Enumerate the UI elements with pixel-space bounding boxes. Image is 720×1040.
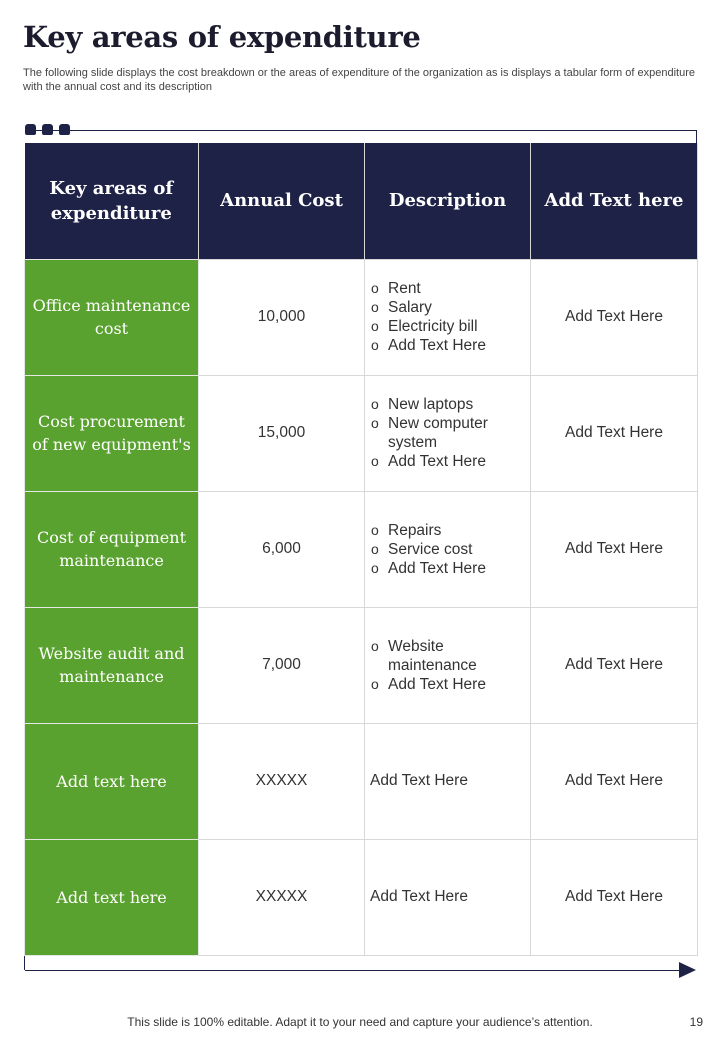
row-area: Office maintenance cost	[25, 259, 199, 375]
description-item: o Electricity bill	[370, 317, 526, 336]
description-item: o Add Text Here	[370, 336, 526, 355]
header-description: Description	[365, 143, 531, 259]
table-row	[25, 259, 698, 375]
description-item: o New computer system	[370, 414, 526, 452]
row-cost: XXXXX	[199, 723, 365, 839]
row-cost: 10,000	[199, 259, 365, 375]
page-title: Key areas of expenditure	[23, 20, 421, 54]
header-annual-cost: Annual Cost	[199, 143, 365, 259]
description-item: o Service cost	[370, 540, 526, 559]
row-extra: Add Text Here	[531, 839, 698, 955]
row-description	[365, 375, 531, 491]
row-extra: Add Text Here	[531, 375, 698, 491]
table-row	[25, 491, 698, 607]
table-row	[25, 607, 698, 723]
table-row	[25, 839, 698, 955]
description-item: o Add Text Here	[370, 675, 526, 694]
row-area: Add text here	[25, 839, 199, 955]
description-item: o Add Text Here	[370, 559, 526, 578]
row-extra: Add Text Here	[531, 607, 698, 723]
row-extra: Add Text Here	[531, 259, 698, 375]
row-description: Add Text Here	[365, 723, 531, 839]
header-add-text: Add Text here	[531, 143, 698, 259]
row-cost: 6,000	[199, 491, 365, 607]
page-number: 19	[689, 1015, 703, 1029]
description-item: o Repairs	[370, 521, 526, 540]
description-list	[370, 521, 526, 578]
bottom-frame-tick	[24, 956, 25, 970]
description-item: o New laptops	[370, 395, 526, 414]
row-area: Cost procurement of new equipment's	[25, 375, 199, 491]
description-item: o Add Text Here	[370, 452, 526, 471]
description-list	[370, 395, 526, 471]
description-list	[370, 637, 526, 694]
description-item: o Website maintenance	[370, 637, 526, 675]
arrow-right-icon	[679, 962, 696, 978]
top-frame-line	[25, 130, 697, 131]
description-item: o Rent	[370, 279, 526, 298]
row-cost: XXXXX	[199, 839, 365, 955]
row-area: Website audit and maintenance	[25, 607, 199, 723]
header-key-areas: Key areas of expenditure	[25, 143, 199, 259]
row-description	[365, 607, 531, 723]
row-area: Add text here	[25, 723, 199, 839]
table-header-row	[25, 143, 698, 259]
row-area: Cost of equipment maintenance	[25, 491, 199, 607]
table-row	[25, 375, 698, 491]
row-extra: Add Text Here	[531, 723, 698, 839]
row-extra: Add Text Here	[531, 491, 698, 607]
row-description	[365, 259, 531, 375]
row-cost: 15,000	[199, 375, 365, 491]
bottom-frame-line	[25, 970, 685, 971]
table-row	[25, 723, 698, 839]
row-description	[365, 491, 531, 607]
description-list	[370, 279, 526, 355]
top-frame-tick	[696, 130, 697, 144]
row-description: Add Text Here	[365, 839, 531, 955]
page-subtitle: The following slide displays the cost breakdown or the areas of expenditure of the organization as is displays a tabular form of expenditure with the annual cost and its description	[23, 67, 695, 93]
row-cost: 7,000	[199, 607, 365, 723]
expenditure-table	[24, 143, 698, 956]
footer-note: This slide is 100% editable. Adapt it to your need and capture your audience’s attention.	[127, 1015, 593, 1029]
description-item: o Salary	[370, 298, 526, 317]
